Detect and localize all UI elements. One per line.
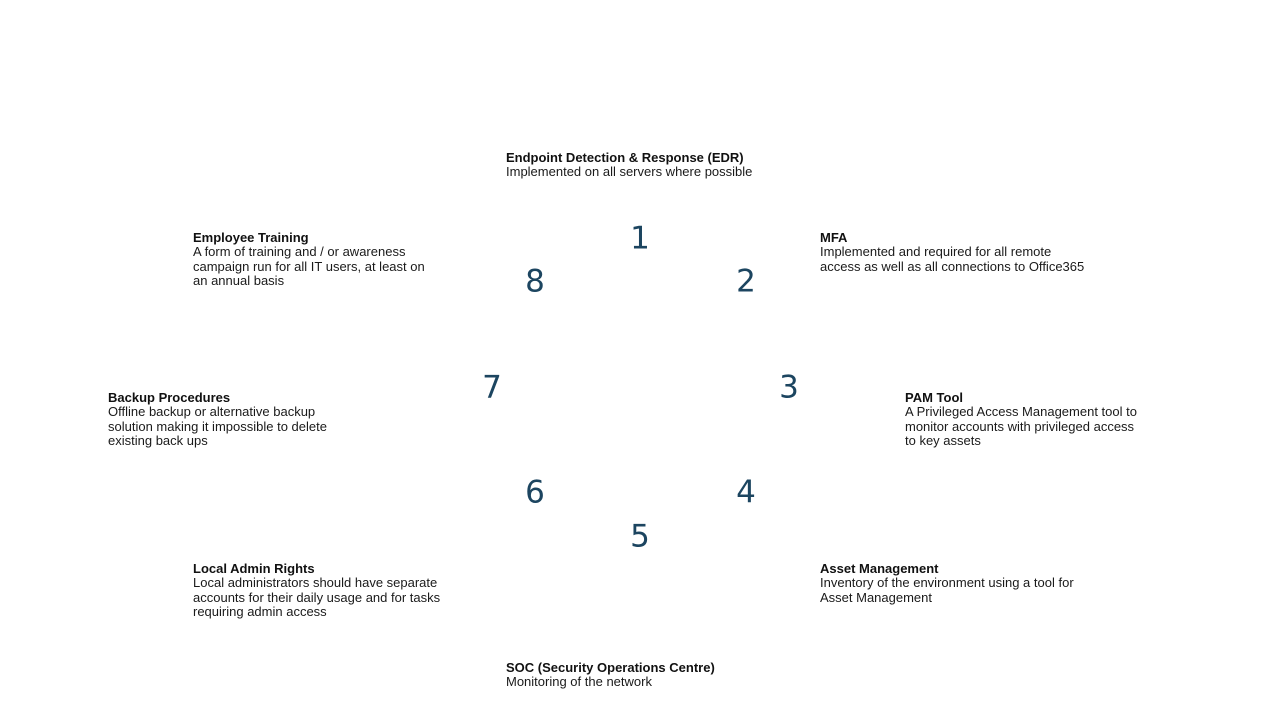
item-title: Backup Procedures [108,390,231,405]
step-number-6: 6 [525,474,545,511]
item-description: Implemented and required for all remote access as well as all connections to Office365 [820,244,1085,274]
item-soc [506,661,715,690]
step-number-7: 7 [482,369,502,406]
step-number-1: 1 [630,220,650,257]
item-pam-tool [905,391,1137,449]
item-description: Implemented on all servers where possible [506,164,753,180]
item-title: PAM Tool [905,390,964,405]
step-number-3: 3 [779,369,799,406]
item-employee-training [193,231,425,289]
step-number-4: 4 [736,474,756,511]
item-description: Offline backup or alternative backup solution making it impossible to delete existing back ups [108,404,327,449]
item-description: Inventory of the environment using a tool for Asset Management [820,575,1074,605]
item-backup-procedures [108,391,327,449]
item-description: Monitoring of the network [506,674,652,690]
item-description: A Privileged Access Management tool to monitor accounts with privileged access to key assets [905,404,1137,449]
item-asset-management [820,562,1074,605]
item-title: Employee Training [193,230,309,245]
item-title: Asset Management [820,561,939,576]
item-local-admin-rights [193,562,440,620]
step-number-8: 8 [525,263,545,300]
item-title: SOC (Security Operations Centre) [506,660,715,675]
item-title: Local Admin Rights [193,561,315,576]
step-number-2: 2 [736,263,756,300]
step-number-5: 5 [630,518,650,555]
item-description: A form of training and / or awareness campaign run for all IT users, at least on an annual basis [193,244,425,289]
item-mfa [820,231,1084,274]
item-edr [506,151,752,180]
item-title: MFA [820,230,848,245]
item-title: Endpoint Detection & Response (EDR) [506,150,744,165]
item-description: Local administrators should have separate accounts for their daily usage and for tasks requiring admin access [193,575,441,620]
